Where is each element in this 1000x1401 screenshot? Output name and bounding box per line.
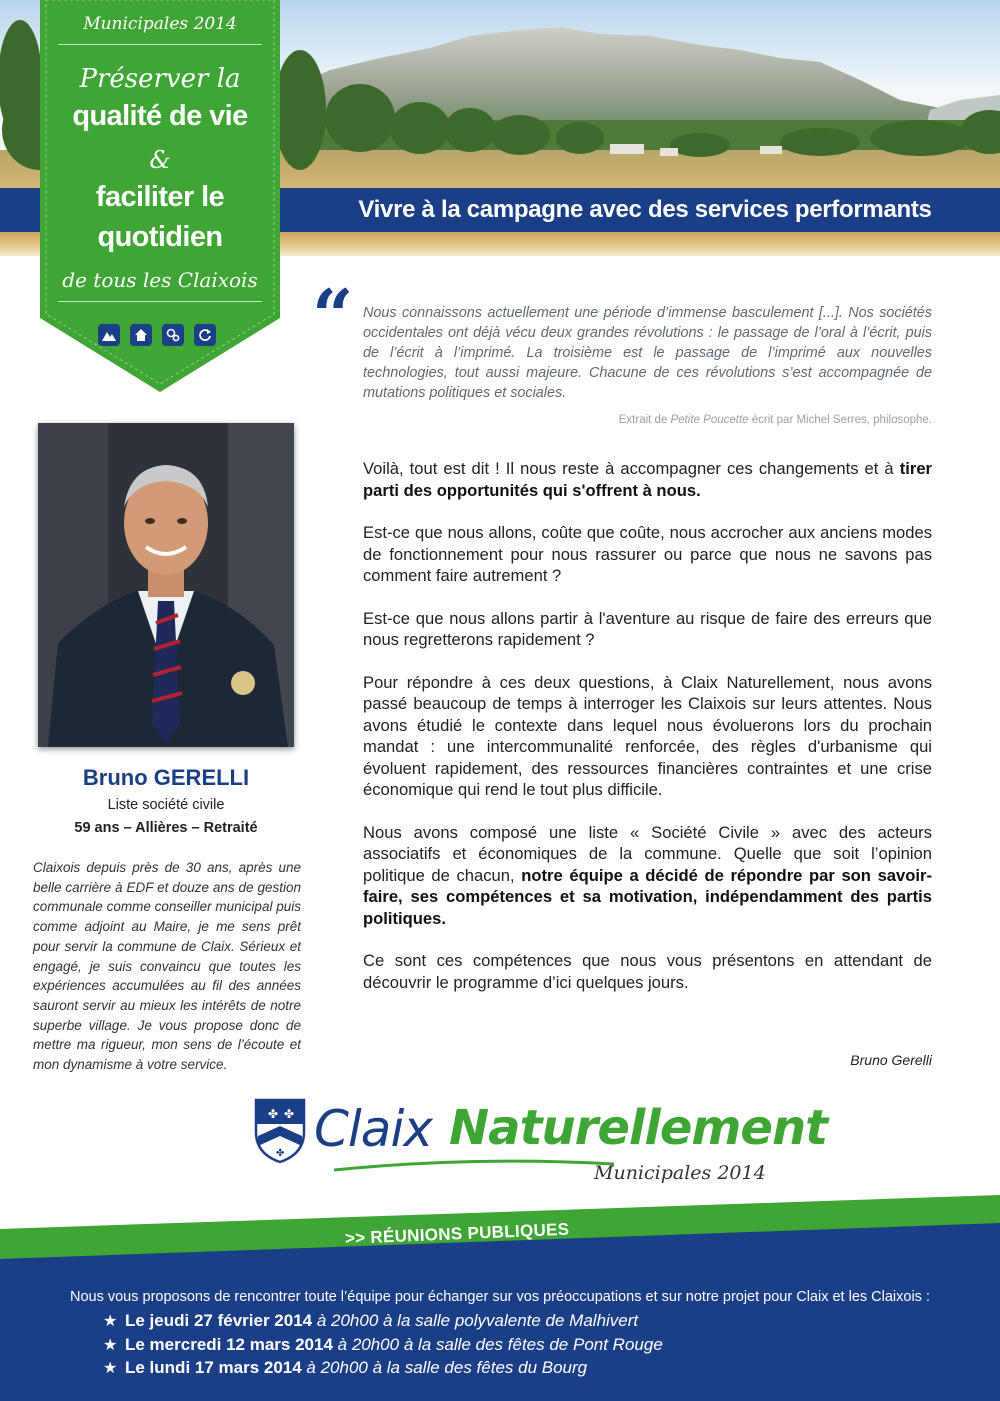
paragraph-6: Ce sont ces compétences que nous vous présentons en attendant de découvrir le programme d’ici quelques jours.	[363, 951, 932, 992]
event-date: Le lundi 17 mars 2014	[125, 1358, 302, 1377]
house-icon	[130, 324, 152, 346]
ribbon-line-preserver: Préserver la	[79, 64, 241, 94]
logo-municipales: Municipales 2014	[594, 1162, 766, 1184]
logo-claix: Claix	[314, 1100, 432, 1158]
claix-naturellement-logo	[314, 1098, 828, 1188]
paragraph-1-emphasis: tirer parti des opportunités qui s'offrent à nous.	[363, 459, 932, 500]
reunions-title: >> RÉUNIONS PUBLIQUES	[344, 1219, 570, 1248]
ribbon-line-quotidien: quotidien	[97, 221, 223, 253]
quote-source	[420, 414, 932, 426]
event-item	[103, 1310, 963, 1334]
candidate-photo	[38, 423, 294, 747]
paragraph-4: Pour répondre à ces deux questions, à Claix Naturellement, nous avons passé beaucoup de temps à interroger les Claixois sur leurs attentes. Nous avons étudié le contexte dans lequel nous évoluerons lors du prochain mandat : une intercommunalité renforcée, des règles d'urbanisme qui évoluent rapidement, des ressources financières contraintes et une crise économique qui rend le tout plus difficile.	[363, 672, 932, 799]
ribbon-divider-bottom	[58, 301, 262, 302]
event-place: à 20h00 à la salle des fêtes du Bourg	[301, 1358, 588, 1377]
star-icon: ★	[103, 1360, 118, 1377]
paragraph-5-emphasis: notre équipe a décidé de répondre par son savoir-faire, ses compétences et sa motivation, indépendamment des partis politiques.	[363, 865, 932, 928]
quote-text: Nous connaissons actuellement une période d’immense basculement [...]. Nos sociétés occidentales ont déjà vécu deux grandes révolutions : le passage de l’oral à l’écrit, puis de l’écrit à l’imprimé. La troisième est le passage de l’imprimé aux nouvelles technologies, tout aussi majeure. Chacune de ces révolutions s’est accompagnée de mutations politiques et sociales.	[363, 305, 932, 401]
quote-source-prefix: Extrait de	[618, 414, 671, 426]
candidate-meta: 59 ans – Allières – Retraité	[74, 820, 258, 836]
event-item	[103, 1334, 963, 1358]
refresh-icon	[194, 324, 216, 346]
candidate-portrait	[38, 423, 294, 747]
candidate-name: Bruno GERELLI	[82, 765, 250, 790]
gears-icon	[162, 324, 184, 346]
event-date: Le jeudi 27 février 2014	[125, 1311, 313, 1330]
svg-text:✤: ✤	[284, 1107, 295, 1121]
ribbon-line-faciliter: faciliter le	[95, 181, 225, 213]
quote-mark: “	[312, 273, 354, 358]
logo-naturellement: Naturellement	[449, 1100, 828, 1156]
paragraph-1-text: Voilà, tout est dit ! Il nous reste à accompagner ces changements et à	[363, 459, 900, 478]
star-icon: ★	[103, 1313, 118, 1330]
ribbon-municipales: Municipales 2014	[83, 14, 237, 34]
paragraph-3: Est-ce que nous allons partir à l'aventure au risque de faire des erreurs que nous regretterons rapidement ?	[363, 608, 932, 649]
ribbon-divider	[58, 44, 262, 45]
ribbon-line-qualite: qualité de vie	[72, 100, 248, 132]
event-item	[103, 1357, 963, 1381]
paragraph-1	[363, 458, 932, 501]
paragraph-2: Est-ce que nous allons, coûte que coûte, nous accrocher aux anciens modes de fonctionnement pour nous rassurer ou parce que nous ne savons pas comment faire autrement ?	[363, 523, 932, 585]
event-place: à 20h00 à la salle des fêtes de Pont Rouge	[332, 1334, 663, 1354]
mountain-icon	[98, 324, 120, 346]
campaign-slogan: Vivre à la campagne avec des services performants	[358, 196, 932, 223]
candidate-list: Liste société civile	[107, 797, 225, 813]
event-date: Le mercredi 12 mars 2014	[125, 1334, 333, 1354]
star-icon: ★	[103, 1336, 118, 1354]
quote-source-title: Petite Poucette	[670, 414, 749, 426]
svg-text:✤: ✤	[276, 1148, 285, 1159]
ribbon-line-claixois: de tous les Claixois	[62, 268, 258, 292]
ribbon-icons	[98, 324, 222, 346]
quote-source-suffix: écrit par Michel Serres, philosophe.	[748, 414, 932, 426]
paragraph-5	[363, 822, 932, 930]
event-place: à 20h00 à la salle polyvalente de Malhivert	[312, 1311, 639, 1330]
main-text	[363, 458, 932, 1014]
ribbon-ampersand: &	[149, 146, 171, 174]
events-list	[103, 1310, 963, 1381]
claix-shield-icon	[252, 1098, 308, 1164]
svg-text:✤: ✤	[268, 1107, 279, 1121]
paragraph-5-text: Nous avons composé une liste « Société Civile » avec des acteurs associatifs et économiques de la commune. Quelle que soit l’opinion politique de chacun,	[363, 822, 932, 885]
candidate-bio: Claixois depuis près de 30 ans, après une belle carrière à EDF et douze ans de gestion communale comme conseiller municipal puis comme adjoint au Maire, je me sens prêt pour servir la commune de Claix. Sérieux et engagé, je suis convaincu que toutes les expériences accumulées au fil des années sauront servir au mieux les intérêts de notre superbe village. Je vous propose donc de mettre ma rigueur, mon sens de l’écoute et mon dynamisme à votre service.	[33, 860, 301, 1073]
signature: Bruno Gerelli	[850, 1052, 932, 1068]
reunions-invite: Nous vous proposons de rencontrer toute l’équipe pour échanger sur vos préoccupations et sur notre projet pour Claix et les Claixois :	[69, 1289, 930, 1305]
